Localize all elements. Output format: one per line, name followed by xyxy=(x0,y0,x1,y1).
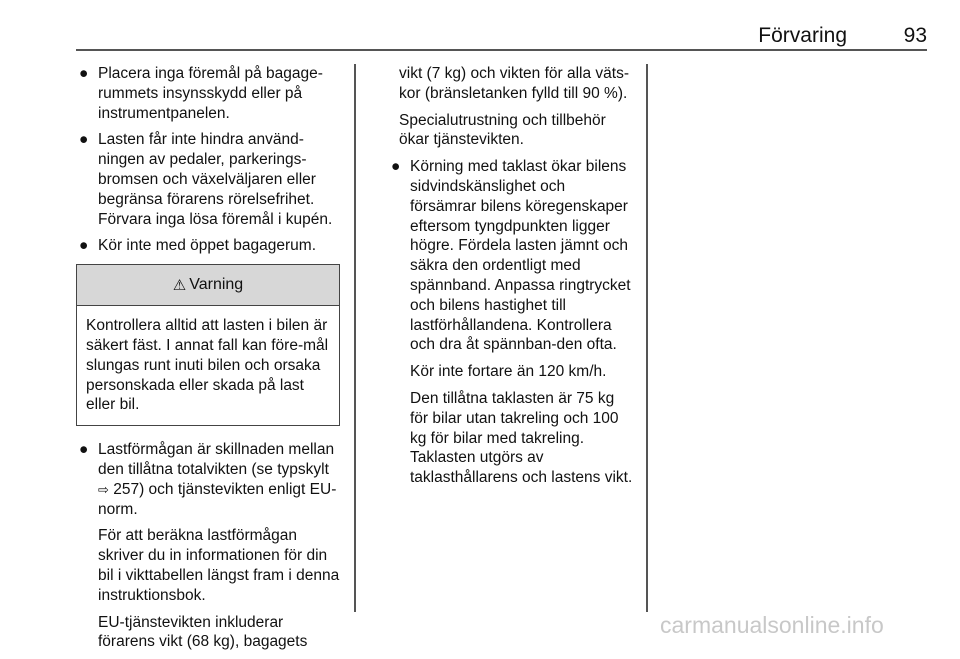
warning-title: Varning xyxy=(189,276,244,294)
capacity-text-end: 257) och tjänstevikten enligt EU-norm. xyxy=(98,480,337,518)
page-title: Förvaring xyxy=(758,24,847,47)
bullet-item xyxy=(76,440,340,652)
roof-load-text: Körning med taklast ökar bilens sidvindskänslighet och försämrar bilens köregenskaper eftersom tyngdpunkten ligger högre. Fördela lasten jämnt och säkra den ordentligt med spännband. Anpassa ringtrycket och bilens hastighet till lastförhållandena. Kontrollera och dra åt spännban-den ofta. xyxy=(410,158,631,354)
bullet-text: Lasten får inte hindra använd-ningen av pedaler, parkerings-bromsen och växelväljaren eller begränsa förarens rörelsefrihet. Förvara inga lösa föremål i kupén. xyxy=(98,131,333,228)
page-header xyxy=(76,24,927,50)
capacity-calculation-text: För att beräkna lastförmågan skriver du in informationen för din bil i vikttabellen längst fram i denna instruktionsbok. xyxy=(98,527,340,604)
bullet-marker: ● xyxy=(79,441,89,459)
eu-weight-text: EU-tjänstevikten inkluderar förarens vikt (68 kg), bagagets xyxy=(98,613,308,651)
continuation-text: vikt (7 kg) och vikten för alla väts-kor (bränsletanken fylld till 90 %). xyxy=(399,65,629,102)
column-divider-right xyxy=(646,64,648,612)
warning-text: Kontrollera alltid att lasten i bilen är säkert fäst. I annat fall kan före-mål slungas runt inuti bilen och orsaka personskada eller skada på last eller bil. xyxy=(86,317,329,414)
warning-box xyxy=(76,264,340,426)
warning-triangle-icon: ⚠ xyxy=(172,277,187,295)
column-left xyxy=(76,64,340,659)
header-rule xyxy=(76,49,927,51)
warning-header xyxy=(77,265,339,306)
page-number: 93 xyxy=(903,24,927,47)
bullet-marker: ● xyxy=(79,65,89,82)
bullet-text: Kör inte med öppet bagagerum. xyxy=(98,237,316,255)
accessories-text: Specialutrustning och tillbehör ökar tjänstevikten. xyxy=(399,111,606,149)
bullet-item xyxy=(76,236,340,256)
bullet-item xyxy=(76,130,340,229)
watermark: carmanualsonline.info xyxy=(660,612,884,638)
column-divider-left xyxy=(354,64,356,612)
bullet-text: Placera inga föremål på bagage-rummets insynsskydd eller på instrumentpanelen. xyxy=(98,65,323,122)
roof-load-limit-text: Den tillåtna taklasten är 75 kg för bilar utan takreling och 100 kg för bilar med takreling. Taklasten utgörs av taklasthållarens och lastens vikt. xyxy=(410,389,633,487)
bullet-marker: ● xyxy=(79,237,89,255)
bullet-text xyxy=(98,440,340,519)
speed-limit-text: Kör inte fortare än 120 km/h. xyxy=(410,363,607,381)
bullet-item xyxy=(388,157,634,488)
capacity-text-start: Lastförmågan är skillnaden mellan den tillåtna totalvikten (se typskylt xyxy=(98,441,335,478)
bullet-item xyxy=(76,64,340,123)
column-right xyxy=(388,64,634,495)
page-reference-arrow-icon: ⇨ xyxy=(98,481,109,497)
bullet-marker: ● xyxy=(391,158,401,176)
bullet-marker: ● xyxy=(79,131,89,149)
